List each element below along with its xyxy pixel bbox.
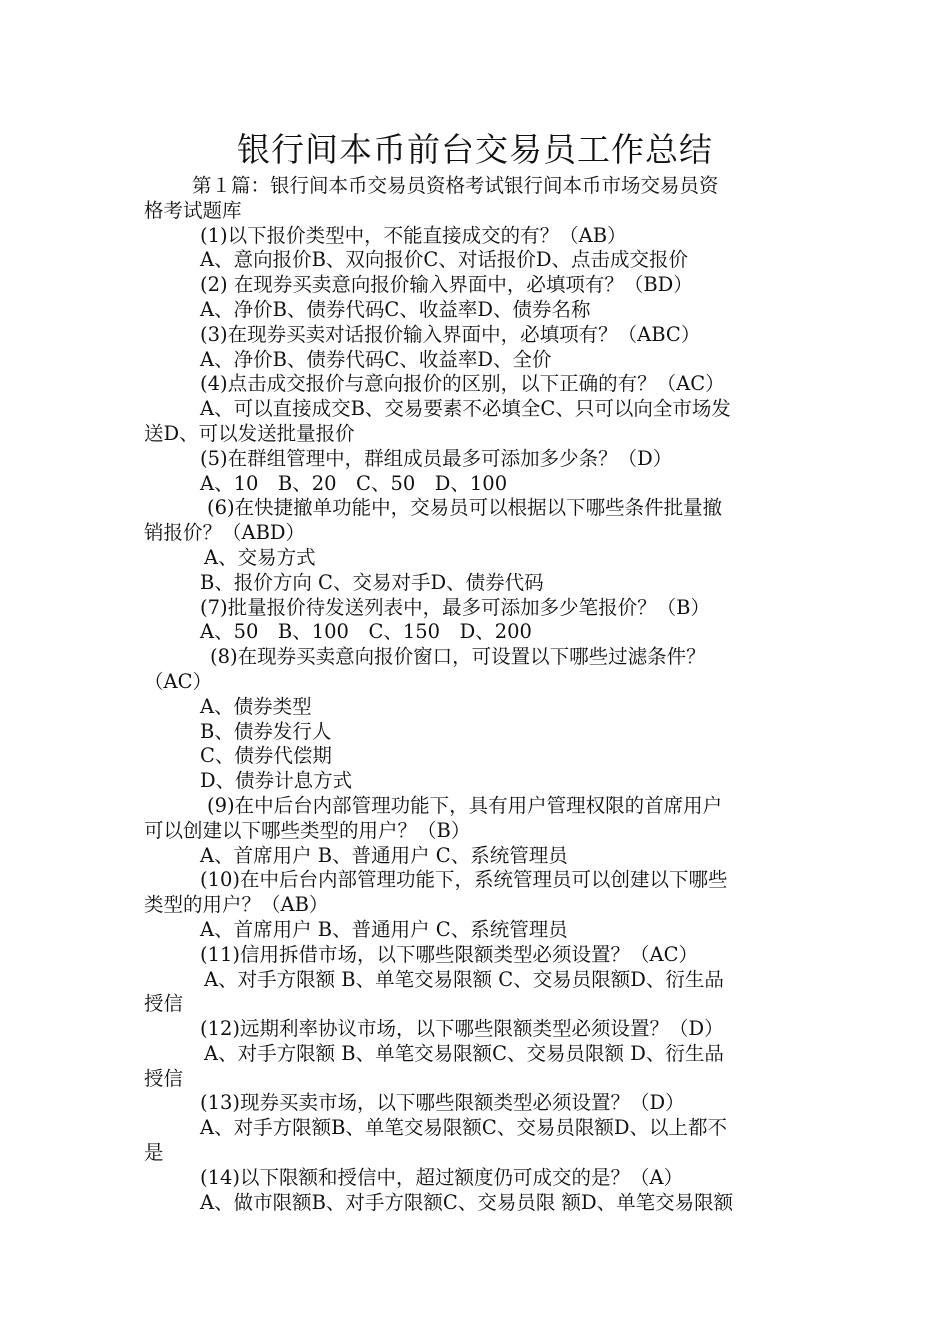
text-line: A、净价B、债券代码C、收益率D、债券名称 xyxy=(200,297,591,321)
text-line: (14)以下限额和授信中，超过额度仍可成交的是？（A） xyxy=(200,1165,684,1189)
text-line: (13)现券买卖市场，以下哪些限额类型必须设置？（D） xyxy=(200,1091,685,1115)
text-line: (11)信用拆借市场，以下哪些限额类型必须设置？（AC） xyxy=(200,942,699,966)
text-line: A、对手方限额 B、单笔交易限额C、交易员限额 D、衍生品 xyxy=(204,1041,724,1065)
text-line: A、净价B、债券代码C、收益率D、全价 xyxy=(200,347,552,371)
text-line: (9)在中后台内部管理功能下，具有用户管理权限的首席用户 xyxy=(207,793,723,817)
text-line: A、10 B、20 C、50 D、100 xyxy=(200,471,508,495)
text-line: 格考试题库 xyxy=(144,198,242,222)
text-line: （AC） xyxy=(144,669,213,693)
text-line: (2) 在现券买卖意向报价输入界面中，必填项有？（BD） xyxy=(200,273,693,297)
text-line: (7)批量报价待发送列表中，最多可添加多少笔报价？（B） xyxy=(200,595,710,619)
text-line: C、债券代偿期 xyxy=(200,744,332,768)
text-line: A、可以直接成交B、交易要素不必填全C、只可以向全市场发 xyxy=(200,397,731,421)
text-line: 授信 xyxy=(144,992,184,1016)
text-line: A、首席用户 B、普通用户 C、系统管理员 xyxy=(200,843,568,867)
text-line: A、债券类型 xyxy=(200,694,312,718)
text-line: (10)在中后台内部管理功能下，系统管理员可以创建以下哪些 xyxy=(200,868,728,892)
text-line: (1)以下报价类型中，不能直接成交的有？（AB） xyxy=(200,223,627,247)
text-line: A、对手方限额B、单笔交易限额C、交易员限额D、以上都不 xyxy=(200,1116,727,1140)
text-line: (3)在现券买卖对话报价输入界面中，必填项有？（ABC） xyxy=(200,322,701,346)
document-title: 银行间本币前台交易员工作总结 xyxy=(237,130,713,169)
text-line: B、报价方向 C、交易对手D、债券代码 xyxy=(200,570,544,594)
text-line: A、做市限额B、对手方限额C、交易员限 额D、单笔交易限额 xyxy=(200,1190,734,1214)
text-line: 第１篇：银行间本币交易员资格考试银行间本币市场交易员资 xyxy=(192,174,719,197)
text-line: (12)远期利率协议市场，以下哪些限额类型必须设置？（D） xyxy=(200,1017,724,1041)
text-line: (4)点击成交报价与意向报价的区别，以下正确的有？（AC） xyxy=(200,372,725,396)
text-line: A、对手方限额 B、单笔交易限额 C、交易员限额D、衍生品 xyxy=(204,967,724,991)
text-line: (6)在快捷撤单功能中，交易员可以根据以下哪些条件批量撤 xyxy=(207,496,723,520)
text-line: 销报价？（ABD） xyxy=(144,521,306,545)
text-line: 授信 xyxy=(144,1066,184,1090)
text-line: A、交易方式 xyxy=(204,545,316,569)
text-line: 送D、可以发送批量报价 xyxy=(144,421,355,445)
text-line: D、债券计息方式 xyxy=(200,769,353,793)
document-body xyxy=(144,174,816,1215)
text-line: 可以创建以下哪些类型的用户？（B） xyxy=(144,818,471,842)
text-line: A、首席用户 B、普通用户 C、系统管理员 xyxy=(200,917,568,941)
text-line: 类型的用户？（AB） xyxy=(144,893,329,917)
text-line: (5)在群组管理中，群组成员最多可添加多少条？（D） xyxy=(200,446,673,470)
text-line: 是 xyxy=(144,1141,164,1165)
text-line: (8)在现券买卖意向报价窗口，可设置以下哪些过滤条件？ xyxy=(210,645,706,669)
text-line: A、50 B、100 C、150 D、200 xyxy=(200,620,532,644)
text-line: A、意向报价B、双向报价C、对话报价D、点击成交报价 xyxy=(200,248,688,272)
text-line: B、债券发行人 xyxy=(200,719,332,743)
